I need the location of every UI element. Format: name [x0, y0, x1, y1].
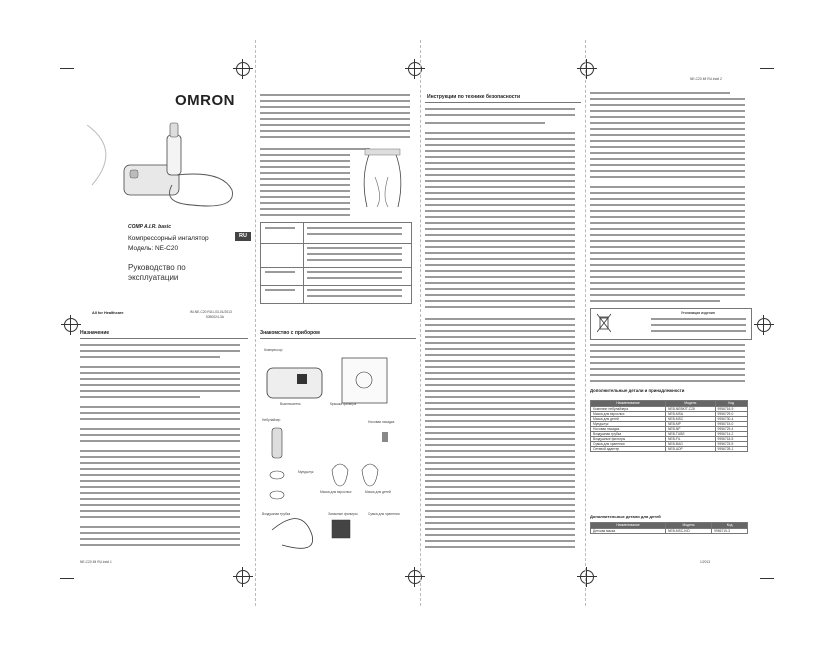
label-storage-bag: Сумка для хранения	[368, 512, 400, 516]
particle-illustration	[355, 147, 410, 212]
table-cell: NEB-MP	[666, 422, 716, 427]
table-cell: Маска для детей	[591, 417, 666, 422]
label-mask-adult: Маска для взрослых	[320, 490, 352, 494]
table-cell: Сумка для хранения	[591, 442, 666, 447]
label-mask-child: Маска для детей	[365, 490, 391, 494]
label-mouthpiece: Мундштук	[298, 470, 314, 474]
text-line	[260, 124, 410, 126]
text-line	[260, 106, 410, 108]
table-row	[591, 407, 748, 412]
accessories-title: Дополнительные детали и принадлежности	[590, 388, 685, 393]
label-nosepiece: Носовая насадка	[368, 420, 395, 424]
fold-line	[420, 40, 421, 606]
text-line	[260, 100, 410, 102]
file-tag: NE-C20 IM RU.indd 2	[690, 77, 722, 81]
manual-title: Руководство по эксплуатации	[128, 263, 186, 282]
right-column	[590, 88, 755, 558]
label-nebulizer: Небулайзер	[262, 418, 281, 422]
table-row	[591, 412, 748, 417]
table-cell: 9956730-4	[715, 417, 747, 422]
nebulizer-device-image	[82, 115, 247, 215]
table-header: Модель	[666, 401, 716, 407]
table-row	[591, 529, 748, 534]
disposal-box	[590, 308, 752, 340]
table-row	[591, 437, 748, 442]
table-header: Модель	[666, 523, 712, 529]
compressor-diagram	[262, 348, 412, 418]
table-cell: Детская маска	[591, 529, 666, 534]
device-overview-section	[260, 330, 418, 565]
label-filter-cover: Крышка фильтра	[330, 402, 357, 406]
table-cell: NEB-NP	[666, 427, 716, 432]
table-cell: 9956729-4	[715, 427, 747, 432]
tagline: All for Healthcare	[92, 311, 124, 315]
table-header: Наименование	[591, 401, 666, 407]
text-line	[260, 94, 410, 96]
text-line	[260, 190, 350, 192]
table-cell: 9956723-5	[715, 442, 747, 447]
table-cell: 9956729-0	[715, 412, 747, 417]
crop-mark	[760, 578, 774, 579]
table-cell: NEB-BAG	[666, 442, 716, 447]
table-cell: NEB-MSA	[666, 412, 716, 417]
table-cell: 9956716-9	[715, 407, 747, 412]
table-cell: 9956714-2	[715, 432, 747, 437]
table-cell: Комплект небулайзера	[591, 407, 666, 412]
text-line	[260, 178, 350, 180]
table-cell: NEB-FIL	[666, 437, 716, 442]
text-line	[260, 202, 350, 204]
fold-line	[585, 40, 586, 606]
intro-panel	[260, 92, 418, 327]
table-cell: Маска для взрослых	[591, 412, 666, 417]
table-row	[591, 417, 748, 422]
text-line	[260, 148, 370, 150]
table-row	[591, 447, 748, 452]
text-line	[260, 196, 350, 198]
table-cell: 9956715-0	[715, 422, 747, 427]
table-cell: Воздушные фильтры	[591, 437, 666, 442]
extra-table-title: Дополнительные детали для детей	[590, 514, 661, 519]
text-line	[260, 208, 350, 210]
registration-mark	[757, 318, 771, 332]
crop-mark	[60, 578, 74, 579]
comp-air-logo: COMP A.I.R. basic	[128, 224, 171, 230]
safety-title: Инструкции по технике безопасности	[427, 94, 521, 100]
registration-mark	[236, 62, 250, 76]
table-row	[591, 442, 748, 447]
code-right: 5350024-3A	[206, 315, 224, 319]
extra-table	[590, 522, 748, 534]
registration-mark	[580, 570, 594, 584]
text-line	[260, 130, 410, 132]
table-cell: Сетевой адаптер	[591, 447, 666, 452]
disposal-title: Утилизация изделия	[681, 311, 715, 315]
label-power-switch: Выключатель	[280, 402, 301, 406]
table-cell: NEB-NEBKIT-C28	[666, 407, 716, 412]
table-cell: Мундштук	[591, 422, 666, 427]
label-air-tube: Воздушная трубка	[262, 512, 291, 516]
table-cell: Носовая насадка	[591, 427, 666, 432]
text-line	[260, 166, 350, 168]
safety-section	[425, 92, 583, 562]
product-name: Компрессорный ингалятор	[128, 235, 209, 242]
table-cell: NEB-TUBE	[666, 432, 716, 437]
text-line	[260, 136, 410, 138]
overview-title: Знакомство с прибором	[260, 330, 320, 336]
table-header: Код	[712, 523, 748, 529]
registration-mark	[580, 62, 594, 76]
table-cell: NEB-ADP	[666, 447, 716, 452]
purpose-title: Назначение	[80, 330, 110, 336]
code-left: IM-NE-C20 RU1-03-01/2013	[190, 310, 232, 314]
model-name: Модель: NE-C20	[128, 245, 179, 252]
table-cell: 9956728-1	[715, 447, 747, 452]
text-line	[260, 184, 350, 186]
table-header: Наименование	[591, 523, 666, 529]
fold-line	[255, 40, 256, 606]
label-compressor: Компрессор	[264, 348, 283, 352]
language-badge: RU	[235, 232, 251, 241]
spec-table	[260, 222, 412, 304]
cover-panel	[80, 85, 250, 320]
table-cell: 9956719-3	[712, 529, 748, 534]
parts-table	[590, 400, 748, 452]
label-filters: Запасные фильтры	[328, 512, 358, 516]
table-row	[591, 427, 748, 432]
text-line	[260, 160, 350, 162]
text-line	[260, 214, 350, 216]
text-line	[260, 172, 350, 174]
purpose-section	[80, 330, 250, 565]
registration-mark	[64, 318, 78, 332]
brand-logo: OMRON	[175, 92, 235, 109]
table-cell: NEB-MSC-KID	[666, 529, 712, 534]
crossed-bin-icon	[597, 313, 611, 333]
table-header: Код	[715, 401, 747, 407]
text-line	[260, 118, 410, 120]
table-cell: NEB-MSC	[666, 417, 716, 422]
date-tag: 1/2013	[700, 560, 711, 564]
crop-mark	[60, 68, 74, 69]
crop-mark	[760, 68, 774, 69]
text-line	[260, 154, 350, 156]
table-cell: 9956718-5	[715, 437, 747, 442]
table-cell: Воздушная трубка	[591, 432, 666, 437]
registration-mark	[236, 570, 250, 584]
file-tag: NE-C20 IM RU.indd 1	[80, 560, 112, 564]
text-line	[260, 112, 410, 114]
table-row	[591, 432, 748, 437]
